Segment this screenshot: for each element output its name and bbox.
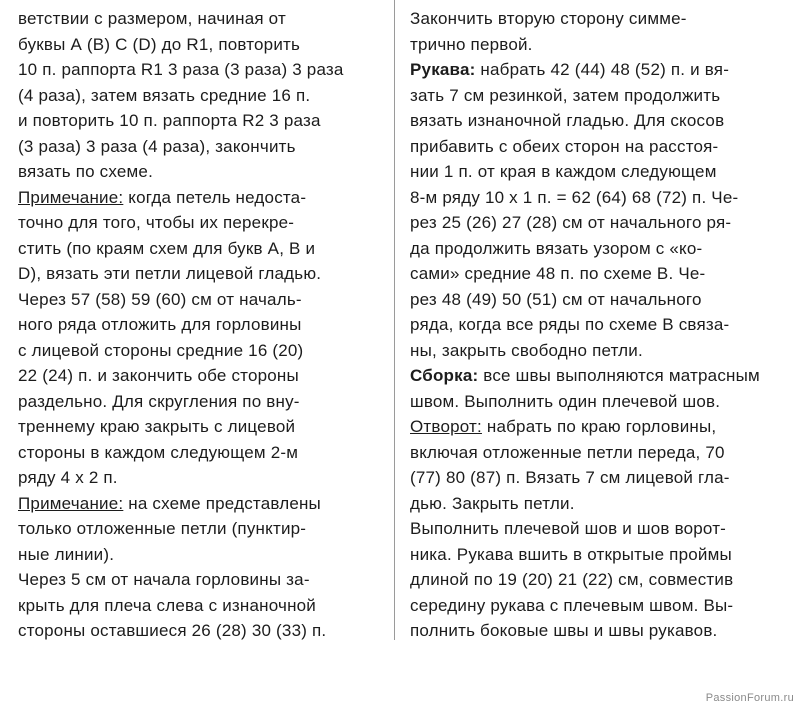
text-line: Выполнить плечевой шов и шов ворот- — [410, 519, 727, 538]
paragraph-shoulder — [18, 567, 378, 644]
paragraph-assembly — [410, 363, 782, 414]
text-line — [410, 57, 782, 83]
text-line: треннему краю закрыть с лицевой — [18, 417, 296, 436]
text-line: вязать по схеме. — [18, 162, 153, 181]
text-line: (4 раза), затем вязать средние 16 п. — [18, 85, 311, 105]
text-line: 8-м ряду 10 х 1 п. = 62 (64) 68 (72) п. Че- — [410, 187, 739, 207]
text-line: сами» средние 48 п. по схеме В. Че- — [410, 264, 706, 283]
section-text: все швы выполняются матрасным — [478, 366, 760, 385]
left-column — [18, 6, 378, 644]
text-line: 22 (24) п. и закончить обе стороны — [18, 366, 299, 385]
paragraph-note-1 — [18, 185, 378, 287]
text-line: крыть для плеча слева с изнаночной — [18, 595, 317, 615]
text-line: зать 7 см резинкой, затем продолжить — [410, 85, 721, 105]
paragraph-collar — [410, 414, 782, 516]
text-line: нии 1 п. от края в каждом следующем — [410, 162, 717, 181]
text-line: (3 раза) 3 раза (4 раза), закончить — [18, 136, 296, 156]
paragraph-note-2 — [18, 491, 378, 568]
text-line — [18, 185, 378, 211]
text-line: ны, закрыть свободно петли. — [410, 340, 643, 360]
text-line: рез 48 (49) 50 (51) см от начального — [410, 289, 702, 309]
text-line: ного ряда отложить для горловины — [18, 315, 302, 334]
note-label: Примечание: — [18, 187, 124, 207]
text-line — [410, 363, 782, 389]
text-line: длиной по 19 (20) 21 (22) см, совместив — [410, 570, 734, 589]
text-line: 10 п. раппорта R1 3 раза (3 раза) 3 раза — [18, 60, 344, 79]
section-label: Отворот: — [410, 417, 482, 436]
text-line: Через 5 см от начала горловины за- — [18, 570, 310, 589]
paragraph-sleeves — [410, 57, 782, 363]
text-line: точно для того, чтобы их перекре- — [18, 213, 295, 232]
note-text: когда петель недоста- — [123, 187, 307, 207]
section-label: Сборка: — [410, 366, 479, 385]
text-line: да продолжить вязать узором с «ко- — [410, 238, 703, 258]
text-line — [410, 414, 782, 440]
text-line: (77) 80 (87) п. Вязать 7 см лицевой гла- — [410, 468, 730, 487]
text-line: середину рукава с плечевым швом. Вы- — [410, 595, 734, 615]
text-line: прибавить с обеих сторон на расстоя- — [410, 136, 719, 156]
text-line: стороны оставшиеся 26 (28) 30 (33) п. — [18, 621, 327, 640]
text-line: раздельно. Для скругления по вну- — [18, 391, 300, 411]
section-text: набрать 42 (44) 48 (52) п. и вя- — [475, 60, 730, 79]
text-line: только отложенные петли (пунктир- — [18, 519, 307, 538]
text-line: ника. Рукава вшить в открытые проймы — [410, 544, 732, 564]
text-line: ряда, когда все ряды по схеме В связа- — [410, 315, 730, 334]
text-line: стороны в каждом следующем 2-м — [18, 442, 299, 462]
text-line: и повторить 10 п. раппорта R2 3 раза — [18, 111, 321, 130]
text-line: Через 57 (58) 59 (60) см от началь- — [18, 289, 302, 309]
text-line: вязать изнаночной гладью. Для скосов — [410, 111, 725, 130]
text-line — [18, 491, 378, 517]
text-line: рез 25 (26) 27 (28) см от начального ря- — [410, 213, 732, 232]
text-line: ветствии с размером, начиная от — [18, 9, 286, 28]
text-line: D), вязать эти петли лицевой гладью. — [18, 264, 322, 283]
watermark: PassionForum.ru — [705, 692, 794, 704]
column-divider — [394, 0, 395, 640]
text-line: полнить боковые швы и швы рукавов. — [410, 621, 718, 640]
text-line: трично первой. — [410, 34, 533, 54]
text-line: стить (по краям схем для букв А, В и — [18, 238, 316, 258]
section-label: Рукава: — [410, 60, 476, 79]
text-line: с лицевой стороны средние 16 (20) — [18, 340, 304, 360]
note-label: Примечание: — [18, 493, 124, 513]
text-line: включая отложенные петли переда, 70 — [410, 442, 725, 462]
section-text: набрать по краю горловины, — [481, 417, 717, 436]
text-line: дью. Закрыть петли. — [410, 493, 575, 513]
paragraph-finishing — [410, 516, 782, 644]
paragraph-neckline — [18, 287, 378, 491]
text-line: ряду 4 х 2 п. — [18, 468, 118, 487]
text-line: Закончить вторую сторону симме- — [410, 9, 687, 28]
text-line: швом. Выполнить один плечевой шов. — [410, 391, 721, 411]
paragraph-pattern-continuation — [18, 6, 378, 185]
paragraph-second-side — [410, 6, 782, 57]
right-column — [410, 6, 782, 644]
text-line: ные линии). — [18, 544, 115, 564]
note-text: на схеме представлены — [123, 493, 321, 513]
text-line: буквы А (В) С (D) до R1, повторить — [18, 34, 301, 54]
